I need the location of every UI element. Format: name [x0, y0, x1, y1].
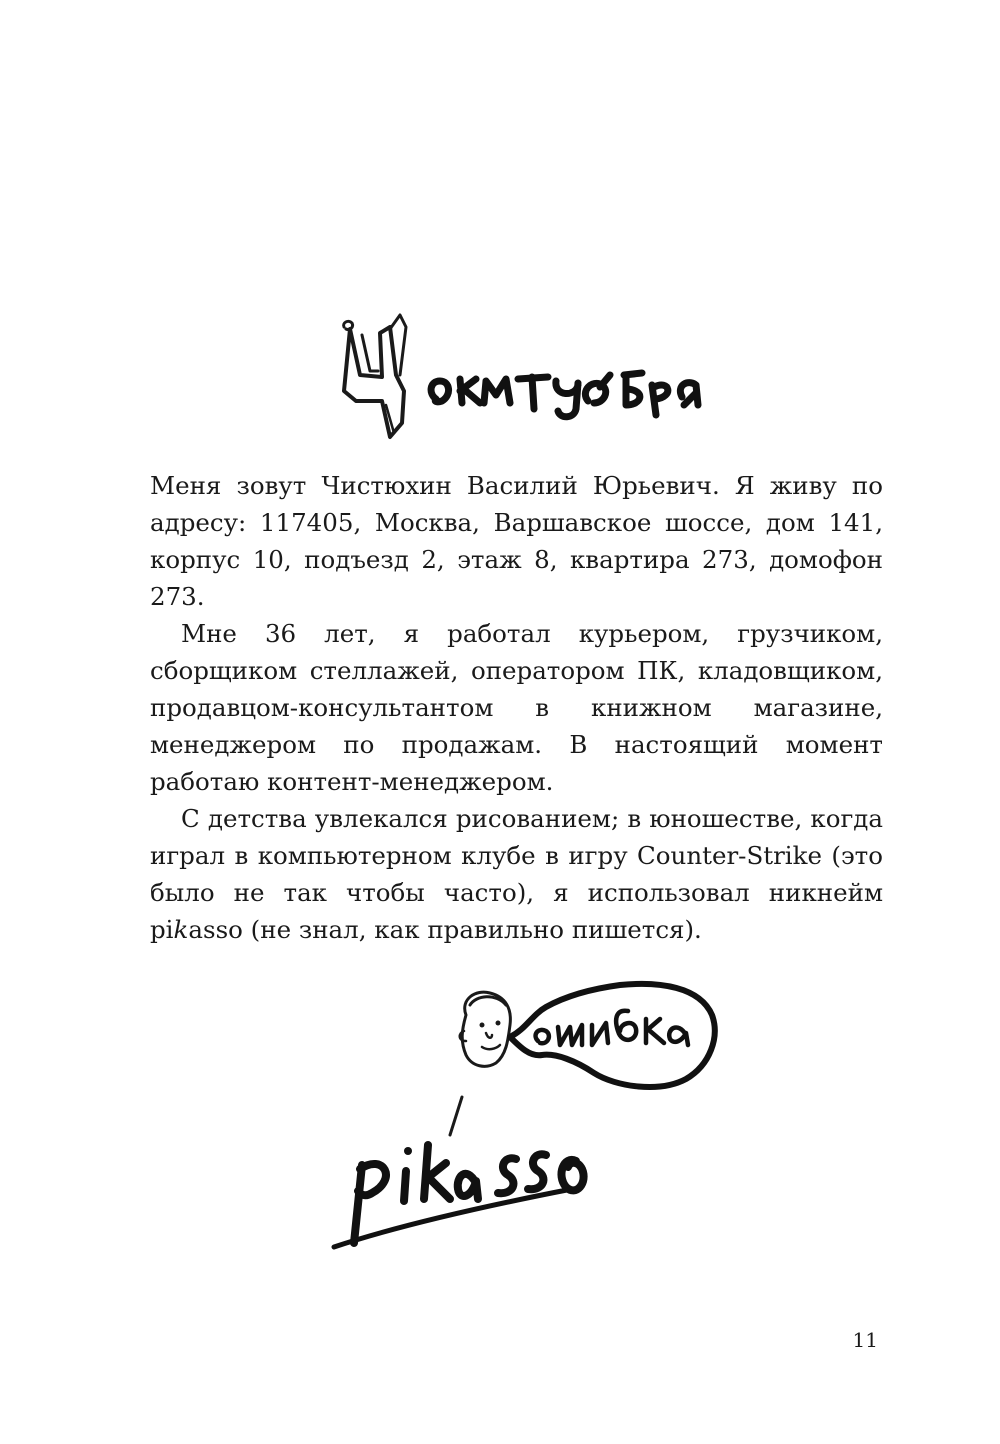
paragraph-address: Меня зовут Чистюхин Василий Юрьевич. Я живу по адресу: 117405, Москва, Варшавское шоссе, дом 141, корпус 10, подъезд 2, этаж 8, квартира 273, домофон 273.: [150, 471, 883, 611]
speech-text-drawing: [536, 1011, 688, 1045]
chapter-heading-drawing: [330, 305, 730, 445]
paragraph-childhood: [150, 800, 883, 948]
pointer-line-drawing: [450, 1097, 462, 1135]
illustration-drawing: [320, 975, 740, 1265]
date-number-drawing: [344, 315, 406, 437]
paragraph-childhood-italic: k: [173, 915, 189, 944]
face-drawing: [460, 992, 511, 1066]
page-number: 11: [852, 1328, 878, 1352]
paragraph-work-history: Мне 36 лет, я работал курьером, грузчиком, сборщиком стеллажей, оператором ПК, кладовщиком, продавцом-консультантом в книжном магазине, менеджером по продажам. В настоящий момент работаю контент-менеджером.: [150, 619, 883, 796]
body-text: [150, 467, 883, 948]
date-month-drawing: [431, 373, 698, 417]
chapter-heading: [330, 305, 730, 445]
paragraph-childhood-text: С детства увлекался рисованием; в юношестве, когда играл в компьютерном клубе в игру Counter-Strike (это было не так чтобы часто), я использовал никнейм pi: [150, 804, 883, 944]
paragraph-childhood-text-end: asso (не знал, как правильно пишется).: [188, 915, 702, 944]
illustration: [320, 975, 740, 1265]
